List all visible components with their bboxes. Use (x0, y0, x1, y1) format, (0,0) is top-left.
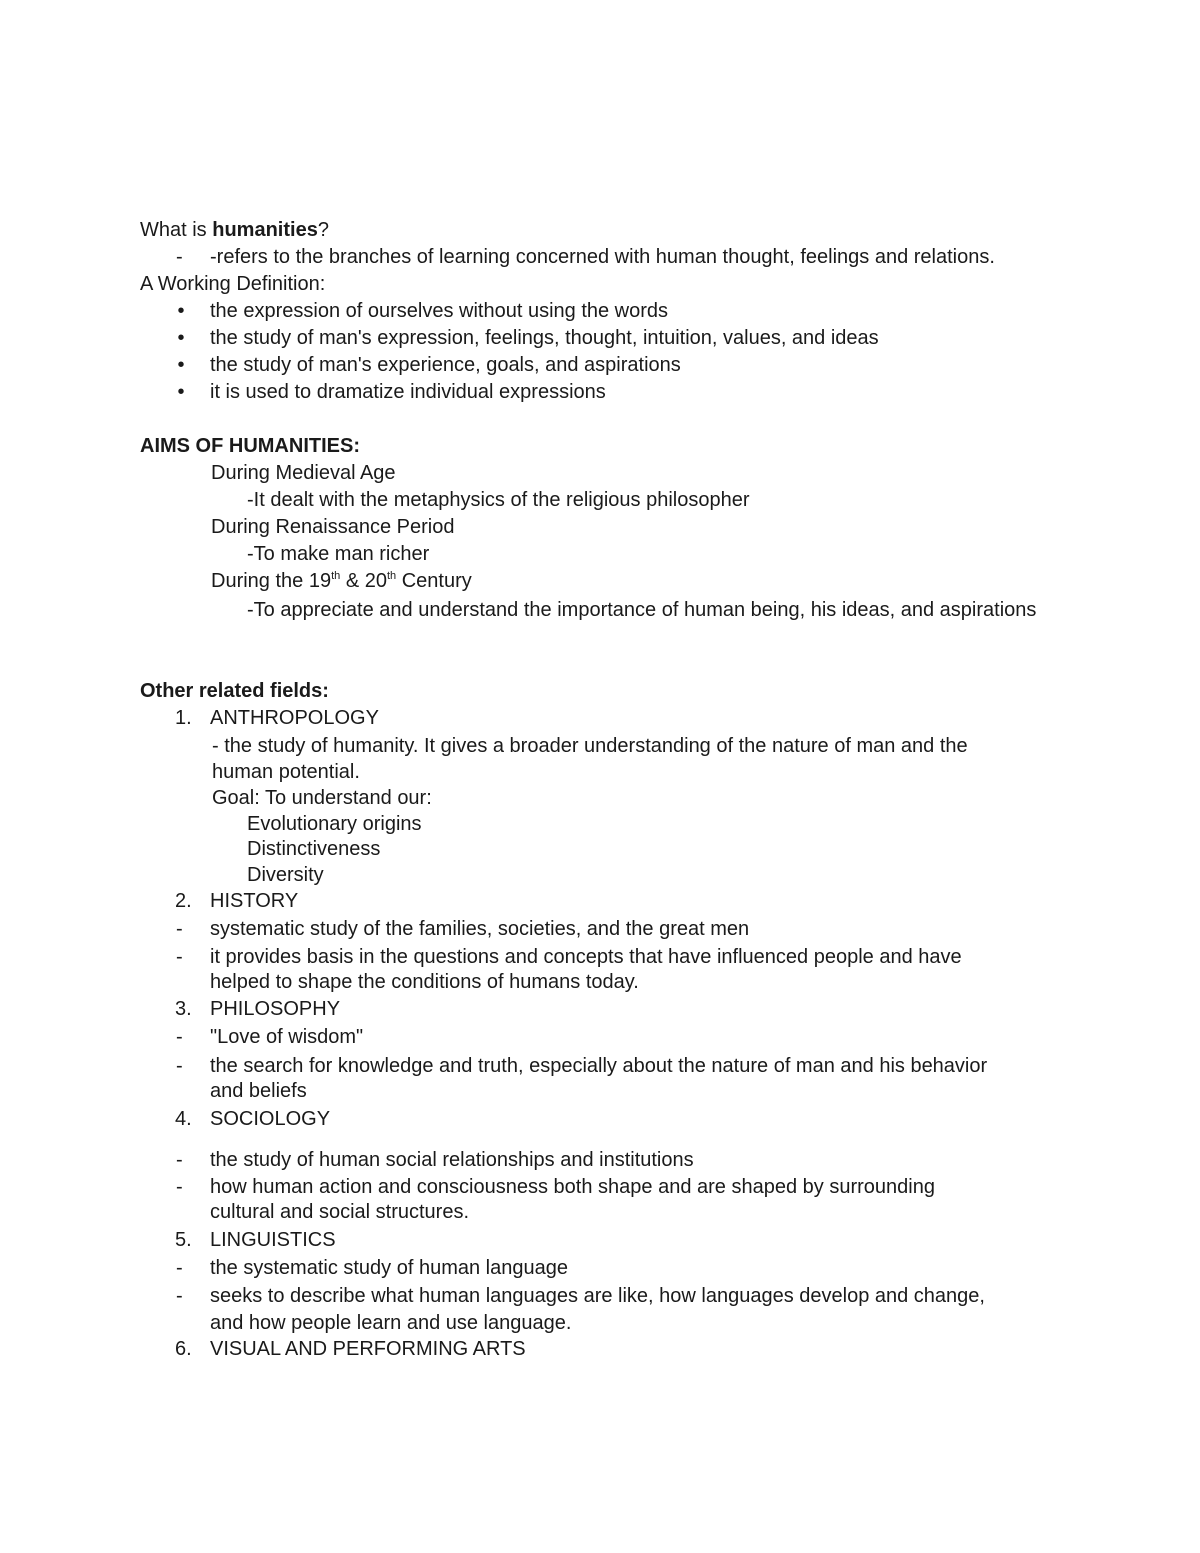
field-title-linguistics: LINGUISTICS (210, 1229, 336, 1251)
aims-heading: AIMS OF HUMANITIES: (140, 435, 360, 457)
bullet-icon: • (177, 354, 185, 376)
aims-modern-label (211, 569, 472, 593)
dash: - (176, 1026, 183, 1048)
intro-question (140, 218, 329, 242)
philosophy-item2-line2: and beliefs (210, 1080, 307, 1102)
field-title-philosophy: PHILOSOPHY (210, 998, 341, 1020)
aims-medieval-label: During Medieval Age (211, 462, 396, 484)
dash: - (176, 946, 183, 968)
modern-sup-2: th (386, 570, 397, 582)
dash: - (176, 918, 183, 940)
anthropology-goal: Goal: To understand our: (212, 787, 432, 809)
field-number: 6. (175, 1338, 192, 1360)
anthropology-desc-line2: human potential. (212, 761, 360, 783)
field-title-arts: VISUAL AND PERFORMING ARTS (210, 1338, 526, 1360)
aims-modern-text: -To appreciate and understand the importance of human being, his ideas, and aspirations (247, 599, 1037, 621)
sociology-item2-line1: how human action and consciousness both shape and are shaped by surrounding (210, 1176, 935, 1198)
anthropology-desc-line1: - the study of humanity. It gives a broader understanding of the nature of man and the (212, 735, 968, 757)
field-number: 2. (175, 890, 192, 912)
sociology-item1: the study of human social relationships and institutions (210, 1149, 694, 1171)
dash: - (176, 1176, 183, 1198)
goal-item: Diversity (247, 864, 324, 886)
linguistics-item2-line2: and how people learn and use language. (210, 1312, 572, 1334)
goal-item: Evolutionary origins (247, 813, 422, 835)
dash: - (176, 1055, 183, 1077)
field-title-sociology: SOCIOLOGY (210, 1108, 331, 1130)
list-item: the expression of ourselves without using the words (210, 300, 669, 322)
field-number: 5. (175, 1229, 192, 1251)
list-item: the study of man's experience, goals, and aspirations (210, 354, 681, 376)
field-title-history: HISTORY (210, 890, 299, 912)
field-number: 1. (175, 707, 192, 729)
working-definition-label: A Working Definition: (140, 273, 326, 295)
aims-medieval-text: -It dealt with the metaphysics of the religious philosopher (247, 489, 750, 511)
list-item: it is used to dramatize individual expressions (210, 381, 606, 403)
fields-heading: Other related fields: (140, 680, 329, 702)
bullet-icon: • (177, 327, 185, 349)
list-item: the study of man's expression, feelings, thought, intuition, values, and ideas (210, 327, 879, 349)
goal-item: Distinctiveness (247, 838, 381, 860)
field-title-anthropology: ANTHROPOLOGY (210, 707, 379, 729)
bullet-icon: • (177, 300, 185, 322)
field-number: 4. (175, 1108, 192, 1130)
question-suffix: ? (317, 219, 329, 241)
dash: - (176, 1257, 183, 1279)
modern-prefix: During the 19 (211, 570, 332, 592)
field-number: 3. (175, 998, 192, 1020)
modern-mid: & 20 (340, 570, 387, 592)
dash: - (176, 1149, 183, 1171)
modern-suffix: Century (396, 570, 472, 592)
question-term: humanities (212, 219, 318, 241)
dash: - (176, 1285, 183, 1307)
history-item2-line1: it provides basis in the questions and concepts that have influenced people and have (210, 946, 962, 968)
definition-dash: - (176, 246, 183, 268)
question-prefix: What is (140, 219, 213, 241)
bullet-icon: • (177, 381, 185, 403)
philosophy-item2-line1: the search for knowledge and truth, especially about the nature of man and his behavior (210, 1055, 988, 1077)
history-item1: systematic study of the families, societies, and the great men (210, 918, 750, 940)
aims-renaissance-text: -To make man richer (247, 543, 430, 565)
sociology-item2-line2: cultural and social structures. (210, 1201, 470, 1223)
history-item2-line2: helped to shape the conditions of humans today. (210, 971, 639, 993)
linguistics-item1: the systematic study of human language (210, 1257, 568, 1279)
philosophy-item1: "Love of wisdom" (210, 1026, 364, 1048)
definition-text: -refers to the branches of learning concerned with human thought, feelings and relations. (210, 246, 995, 268)
modern-sup-1: th (331, 570, 341, 582)
aims-renaissance-label: During Renaissance Period (211, 516, 455, 538)
linguistics-item2-line1: seeks to describe what human languages are like, how languages develop and change, (210, 1285, 985, 1307)
